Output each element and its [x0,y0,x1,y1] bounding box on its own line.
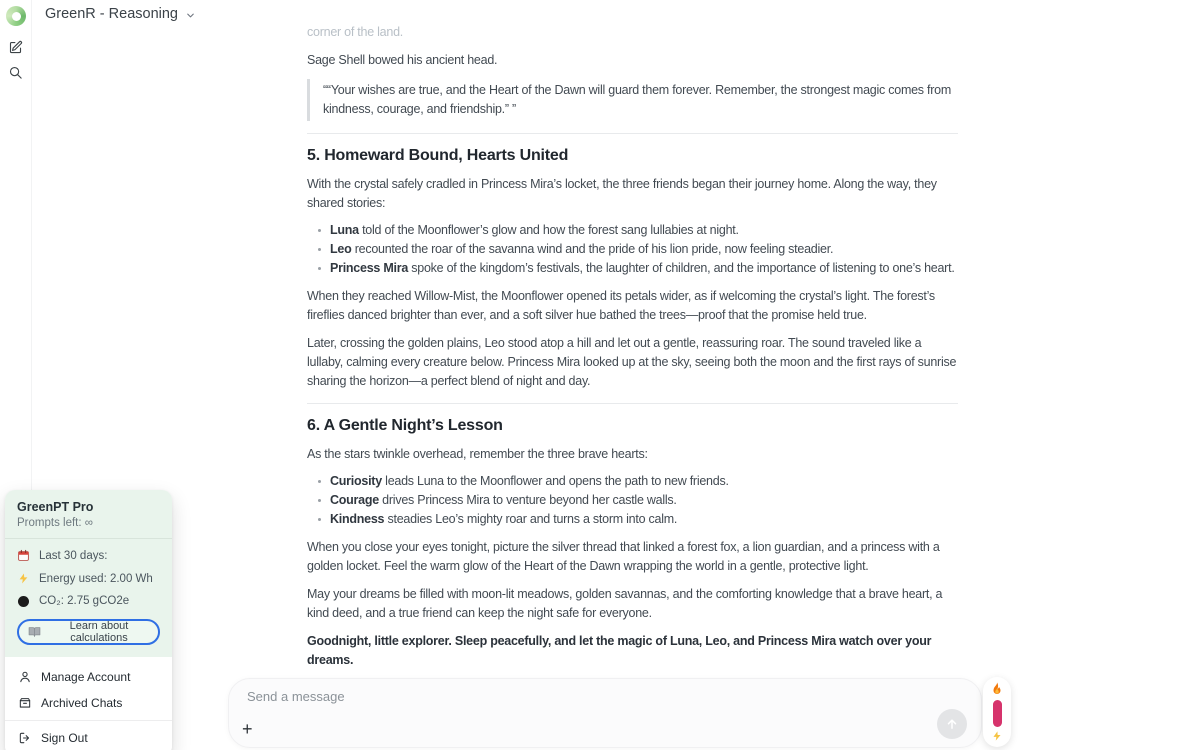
list-item: Luna told of the Moonflower’s glow and how the forest sang lullabies at night. [318,221,958,240]
section-divider [307,403,958,404]
section-heading: 6. A Gentle Night’s Lesson [307,417,503,434]
menu-item-label: Sign Out [41,731,88,745]
stat-row-co2 [17,595,160,607]
stat-label: CO₂: 2.75 gCO2e [39,595,130,607]
list-item: Curiosity leads Luna to the Moonflower and opens the path to new friends. [318,472,958,491]
stat-label: Last 30 days: [39,549,108,562]
message-blockquote: ““Your wishes are true, and the Heart of the Dawn will guard them forever. Remember, the strongest magic comes from kindness, courage, and friendship.” ” [307,79,958,121]
message-paragraph: Later, crossing the golden plains, Leo stood atop a hill and let out a gentle, reassuring roar. The sound traveled like a lullaby, calming every creature below. Princess Mira looked up at the sky, seeing both the moon and the first rays of sunrise sharing the horizon—a perfect blend of night and day. [307,336,957,388]
message-paragraph: As the stars twinkle overhead, remember the three brave hearts: [307,447,648,461]
message-paragraph: Sage Shell bowed his ancient head. [307,53,498,67]
menu-item-label: Archived Chats [41,696,123,710]
stat-label: Energy used: 2.00 Wh [39,572,153,585]
divider [5,538,172,539]
section-heading: 5. Homeward Bound, Hearts United [307,147,569,164]
send-button[interactable] [937,709,967,739]
menu-item-archived-chats[interactable] [5,690,172,716]
menu-item-manage-account[interactable] [5,664,172,690]
account-menu [5,657,172,750]
new-chat-icon[interactable] [8,39,24,55]
sign-out-icon [18,731,32,745]
app-logo[interactable] [6,6,26,26]
stat-row-energy [17,572,160,585]
model-selector[interactable] [45,6,196,22]
menu-item-label: Manage Account [41,670,131,684]
bullet-list [307,472,958,529]
message-paragraph: With the crystal safely cradled in Princess Mira’s locket, the three friends began their journey home. Along the way, they shared stories: [307,177,937,210]
chat-transcript [307,0,958,696]
plan-panel [5,490,172,657]
message-paragraph: When you close your eyes tonight, picture the silver thread that linked a forest fox, a lion guardian, and a princess with a golden locket. Feel the warm glow of the Heart of the Dawn wrapping the world in a gentle, protective light. [307,540,940,573]
section-divider [307,133,958,134]
chevron-down-icon [185,10,196,21]
attach-button[interactable]: + [242,719,253,739]
closing-line: Goodnight, little explorer. Sleep peacefully, and let the magic of Luna, Leo, and Princess Mira watch over your dreams. [307,634,932,667]
calendar-icon [17,549,30,562]
plan-name: GreenPT Pro [17,500,94,514]
bolt-icon [992,730,1002,742]
page-title: GreenR - Reasoning [45,6,178,22]
lightning-icon [17,572,30,585]
co2-dot-icon [17,596,30,607]
menu-item-sign-out[interactable] [5,725,172,750]
person-icon [18,670,32,684]
divider [5,720,172,721]
arrow-up-icon [945,717,959,731]
message-input[interactable] [245,688,849,705]
message-paragraph: When they reached Willow-Mist, the Moonflower opened its petals wider, as if welcoming the crystal’s light. The forest’s fireflies danced brighter than ever, and a soft silver hue bathed the trees—proof that the promise held true. [307,289,935,322]
account-popup [5,490,172,750]
message-paragraph: May your dreams be filled with moon-lit meadows, golden savannas, and the comforting knowledge that a brave heart, a kind deed, and a true friend can keep the night safe for everyone. [307,587,943,620]
energy-pill [993,700,1002,727]
prompts-left: Prompts left: ∞ [17,517,93,529]
search-icon[interactable] [8,64,24,80]
list-item: Kindness steadies Leo’s mighty roar and turns a storm into calm. [318,510,958,529]
learn-about-calculations-button[interactable] [17,619,160,645]
list-item: Princess Mira spoke of the kingdom’s festivals, the laughter of children, and the importance of listening to one’s heart. [318,259,958,278]
stat-row-last-30-days [17,549,160,562]
list-item: Courage drives Princess Mira to venture beyond her castle walls. [318,491,958,510]
archive-icon [18,696,32,710]
list-item: Leo recounted the roar of the savanna wind and the pride of his lion pride, now feeling steadier. [318,240,958,259]
scrolled-text-line: corner of the land. [307,25,404,39]
learn-button-label: Learn about calculations [69,620,129,644]
flame-icon [991,682,1003,696]
book-icon [28,626,41,638]
bullet-list [307,221,958,278]
composer [228,678,982,748]
energy-gauge[interactable] [983,677,1011,747]
